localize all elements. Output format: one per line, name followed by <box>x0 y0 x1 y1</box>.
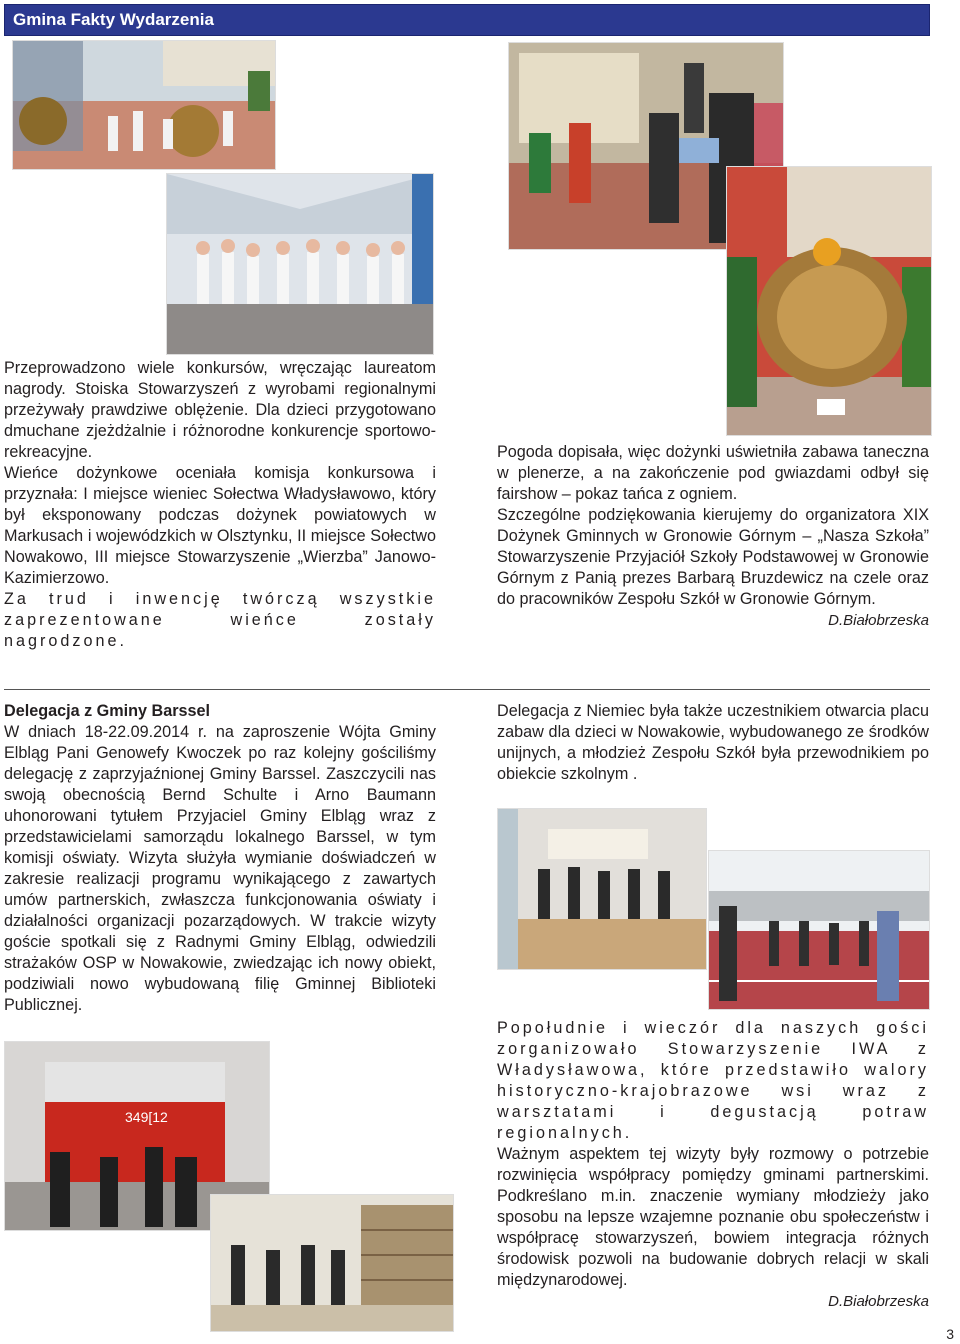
barssel-text-right-top <box>497 701 929 785</box>
author-signature: D.Białobrzeska <box>828 612 929 629</box>
photo-harvest-stage <box>12 40 276 170</box>
barssel-paragraph: Popołudnie i wieczór dla naszych gości zorganizowało Stowarzyszenie IWA z Władysławowa, które przedstawiło walory historyczno-krajobrazowe wsi wraz z warsztatami i degustacją potraw regionalnych. <box>497 1019 929 1142</box>
harvest-paragraph: Szczególne podziękowania kierujemy do organizatora XIX Dożynek Gminnych w Gronowie Górnym – „Nasza Szkoła” Stowarzyszenie Przyjaciół Szkoły Podstawowej w Gronowie Górnym z Panią prezes Barbarą Bruzdewicz na czele oraz do pracowników Zespołu Szkół w Gronowie Górnym. <box>497 506 929 608</box>
harvest-text-left <box>4 358 436 652</box>
page-number: 3 <box>946 1326 954 1342</box>
section-title: Gmina Fakty Wydarzenia <box>13 10 214 29</box>
article-heading: Delegacja z Gminy Barssel <box>4 702 211 720</box>
photo-library <box>210 1194 454 1332</box>
barssel-text-left <box>4 701 436 1016</box>
photo-school-visit <box>497 808 707 970</box>
barssel-paragraph: W dniach 18-22.09.2014 r. na zaproszenie Wójta Gminy Elbląg Pani Genowefy Kwoczek po raz kolejny gościliśmy delegację z zaprzyjaźnionej Gminy Barssel. Zaszczycili nas swoją obecnością Bernd Schulte i Arno Baumann uhonorowani tytułem Przyjaciel Gminy Elbląg wraz z przedstawicielami samorządu lokalnego Barssel, w tym komisji oświaty. Wizyta służyła wymianie doświadczeń w zakresie realizacji programu wynikającego z zawartych umów partnerskich, zwłaszcza funkcjonowania oświaty i działalności organizacji pozarządowych. W trakcie wizyty goście spotkali się z Radnymi Gminy Elbląg, odwiedzili strażaków OSP w Nowakowie, zwiedzając ich nowy obiekt, podziwiali nowo wybudowaną filię Gminnej Biblioteki Publicznej. <box>4 723 436 1014</box>
photo-playground-opening <box>708 850 930 1010</box>
harvest-paragraph: Przeprowadzono wiele konkursów, wręczając laureatom nagrody. Stoiska Stowarzyszeń z wyrobami regionalnymi przeżywały prawdziwe oblężenie. Dla dzieci przygotowano dmuchane zjeżdżalnie i różnorodne konkurencje sportowo-rekreacyjne. <box>4 359 436 461</box>
harvest-paragraph: Pogoda dopisała, więc dożynki uświetniła zabawa taneczna w plenerze, a na zakończenie pod gwiazdami odbył się fairshow – pokaz tańca z ogniem. <box>497 443 929 503</box>
photo-children-performing <box>166 173 434 355</box>
barssel-text-right-bottom <box>497 1018 929 1312</box>
author-signature: D.Białobrzeska <box>828 1293 929 1310</box>
section-header <box>4 4 930 36</box>
harvest-text-right <box>497 442 929 631</box>
barssel-paragraph: Delegacja z Niemiec była także uczestnikiem otwarcia placu zabaw dla dzieci w Nowakowie, wybudowanego ze środków unijnych, a młodzież Zespołu Szkół była przewodnikiem po obiekcie szkolnym . <box>497 702 929 783</box>
harvest-paragraph: Wieńce dożynkowe oceniała komisja konkursowa i przyznała: I miejsce wieniec Sołectwa Władysławowo, który był eksponowany podczas dożynek powiatowych w Markusach i wojewódzkich w Olsztynku, II miejsce Sołectwo Nowakowo, III miejsce Stowarzyszenie „Wierzba” Janowo-Kazimierzowo. <box>4 464 436 587</box>
section-divider <box>4 689 930 690</box>
fire-truck-number: 349[12 <box>125 1109 168 1125</box>
photo-harvest-wreath <box>726 166 932 436</box>
barssel-paragraph: Ważnym aspektem tej wizyty były rozmowy o potrzebie rozwinięcia współpracy pomiędzy gminami partnerskimi. Podkreślano m.in. znaczenie wymiany młodzieży jako sposobu na lepsze wzajemne poznanie obu społeczeństw i współpracę stowarzyszeń, bowiem integracja różnych środowisk pozwoli na budowanie dobrych relacji w skali międzynarodowej. <box>497 1145 929 1289</box>
harvest-paragraph: Za trud i inwencję twórczą wszystkie zaprezentowane wieńce zostały nagrodzone. <box>4 590 436 650</box>
